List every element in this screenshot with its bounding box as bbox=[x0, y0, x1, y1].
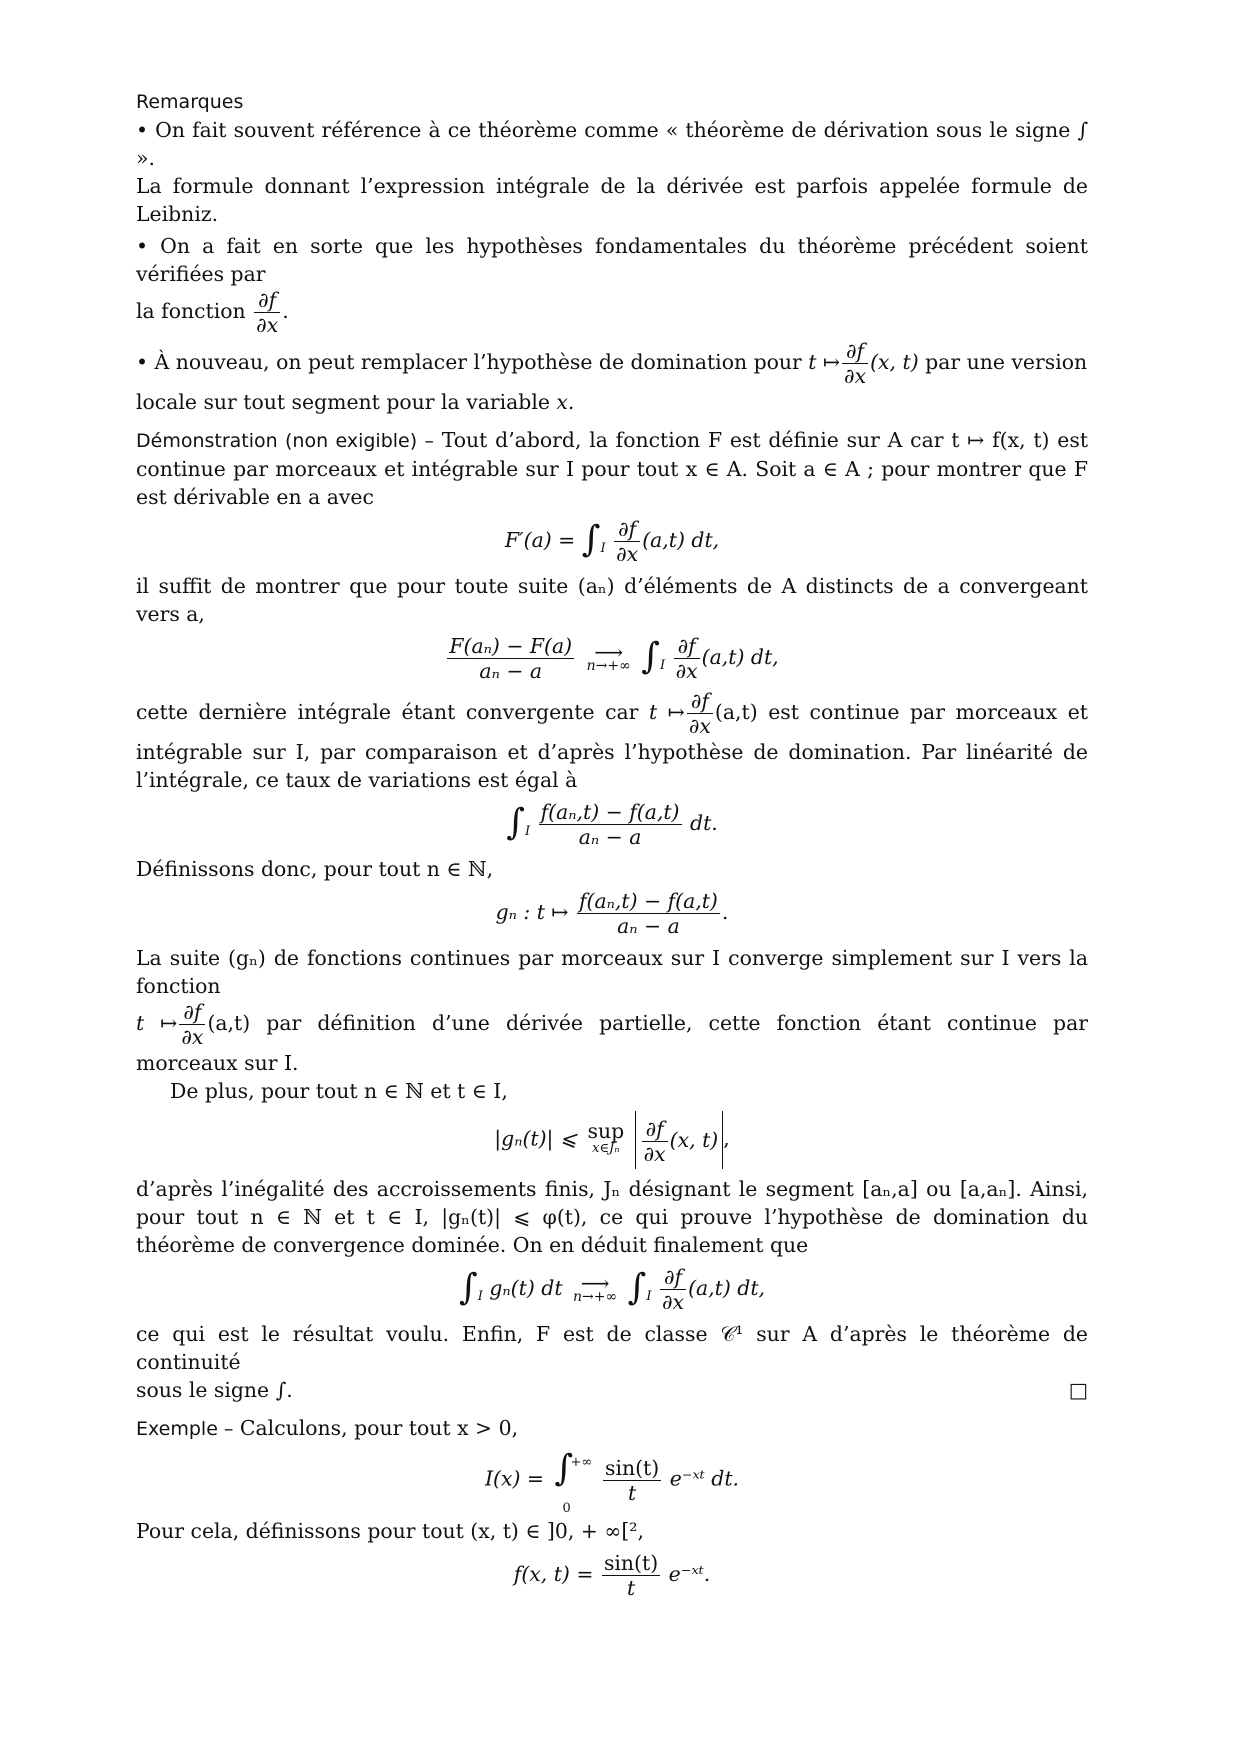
limit-subscript: n→+∞ bbox=[586, 657, 631, 674]
lower-limit: 0 bbox=[562, 1501, 571, 1516]
df-dx-fraction bbox=[179, 1000, 205, 1049]
eq6-rhs: (a,t) dt, bbox=[688, 1276, 766, 1300]
demo-label: Démonstration (non exigible) – bbox=[136, 430, 434, 452]
exemple-text-1: Calculons, pour tout x > 0, bbox=[239, 1416, 519, 1440]
eq1-lhs: F′(a) = bbox=[504, 528, 576, 552]
frac-num: F(aₙ) − F(a) bbox=[449, 634, 573, 658]
remark-1-line-1: • On fait souvent référence à ce théorème comme « théorème de dérivation sous le signe ∫ ». bbox=[136, 118, 1088, 170]
equation-4 bbox=[136, 889, 1088, 938]
remark-3-line-1 bbox=[136, 339, 1088, 388]
upper-limit: +∞ bbox=[570, 1455, 593, 1470]
demo-paragraph-8-line-2 bbox=[136, 1376, 1088, 1404]
page bbox=[136, 88, 1088, 1606]
exemple-equation-2 bbox=[136, 1551, 1088, 1600]
demo-text-3b: (a,t) est continue par morceaux et intégrable sur I, par comparaison et d’après l’hypothèse de domination. Par linéarité de l’intégrale, ce taux de variations est égal à bbox=[136, 700, 1088, 792]
remark-3-text-b: par une version bbox=[925, 350, 1088, 374]
integral-sign: ∫ bbox=[627, 1266, 647, 1308]
remark-1-line-2: La formule donnant l’expression intégrale de la dérivée est parfois appelée formule de Leibniz. bbox=[136, 174, 1088, 226]
sup-subscript: x∈Jₙ bbox=[592, 1141, 620, 1156]
frac-den: aₙ − a bbox=[578, 825, 642, 849]
rate-fraction bbox=[577, 889, 720, 938]
frac-num: ∂f bbox=[614, 517, 640, 542]
integral-domain: I bbox=[600, 541, 606, 556]
df-dx-fraction bbox=[660, 1265, 686, 1314]
demo-paragraph-6: De plus, pour tout n ∈ ℕ et t ∈ I, bbox=[170, 1079, 508, 1103]
eq4-lhs: gₙ : t ↦ bbox=[495, 900, 569, 924]
remark-2-line-2 bbox=[136, 288, 1088, 337]
frac-den: ∂x bbox=[662, 1290, 685, 1314]
equation-5: |gₙ(t)| ⩽ sup x∈Jₙ $\frac{\partial f}{\partial x}$ (x, t) , bbox=[136, 1111, 1088, 1169]
integral-domain: I bbox=[525, 824, 531, 839]
demo-paragraph-1 bbox=[136, 426, 1088, 511]
df-dx-fraction bbox=[254, 288, 280, 337]
integral-domain: I bbox=[646, 1289, 652, 1304]
eq1-rhs: (a,t) dt, bbox=[642, 528, 720, 552]
exemple-eq1-tail: e⁻ˣᵗ dt. bbox=[669, 1466, 740, 1491]
exemple-eq2-lhs: f(x, t) = bbox=[513, 1562, 594, 1586]
frac-den: ∂x bbox=[643, 1142, 666, 1166]
tmap: t ↦ bbox=[649, 700, 685, 724]
arrow: ⟶ bbox=[580, 1270, 610, 1295]
demo-paragraph-7: d’après l’inégalité des accroissements finis, Jₙ désignant le segment [aₙ,a] ou [a,aₙ]. Ainsi, pour tout n ∈ ℕ et t ∈ I, |gₙ(t)| ⩽ φ(t), ce qui prouve l’hypothèse de domination du théorème de convergence dominée. On en déduit finalement que bbox=[136, 1177, 1088, 1257]
period: . bbox=[721, 900, 729, 924]
rate-fraction bbox=[539, 800, 682, 849]
integral-domain: I bbox=[660, 658, 666, 673]
df-dx-fraction bbox=[687, 689, 713, 738]
eq5-lhs: |gₙ(t)| ⩽ bbox=[494, 1126, 577, 1151]
exemple-paragraph-2: Pour cela, définissons pour tout (x, t) ∈ ]0, + ∞[², bbox=[136, 1519, 644, 1543]
frac-num: ∂f bbox=[254, 288, 280, 313]
frac-den: ∂x bbox=[616, 542, 639, 566]
difference-quotient bbox=[447, 634, 574, 683]
exemple-label: Exemple – bbox=[136, 1418, 234, 1440]
frac-den: ∂x bbox=[844, 364, 867, 388]
demo-text-5b: (a,t) par définition d’une dérivée partielle, cette fonction étant continue par morceaux sur I. bbox=[136, 1011, 1088, 1075]
frac-num: f(aₙ,t) − f(a,t) bbox=[579, 889, 718, 913]
xt-args: (x, t) bbox=[870, 350, 919, 374]
eq5-in: (x, t) bbox=[669, 1128, 719, 1152]
qed-square-icon: □ bbox=[1068, 1378, 1088, 1402]
remark-3-text-c: locale sur tout segment pour la variable bbox=[136, 390, 550, 414]
demo-paragraph-3 bbox=[136, 689, 1088, 794]
sinc-fraction bbox=[603, 1456, 661, 1505]
frac-num: sin(t) bbox=[604, 1455, 660, 1480]
df-dx-fraction bbox=[614, 517, 640, 566]
frac-num: ∂f bbox=[179, 1000, 205, 1025]
equation-3 bbox=[136, 800, 1088, 849]
integral-sign: ∫ bbox=[554, 1448, 574, 1489]
limit-arrow bbox=[573, 1270, 618, 1305]
remark-2-line-1: • On a fait en sorte que les hypothèses fondamentales du théorème précédent soient vérifiées par bbox=[136, 234, 1088, 286]
df-dx-fraction bbox=[674, 634, 700, 683]
exemple-eq2-tail: e⁻ˣᵗ. bbox=[668, 1562, 711, 1586]
remark-3-line-2 bbox=[136, 388, 1088, 416]
remarques-heading: Remarques bbox=[136, 91, 244, 113]
frac-den: t bbox=[626, 1576, 636, 1600]
integral-domain: I bbox=[477, 1289, 483, 1304]
period: . bbox=[282, 299, 289, 323]
frac-num: ∂f bbox=[842, 339, 868, 364]
remark-3-text-a: • À nouveau, on peut remplacer l’hypothèse de domination pour bbox=[136, 350, 802, 374]
remark-3-var: x. bbox=[556, 390, 575, 414]
demo-text-3a: cette dernière intégrale étant convergente car bbox=[136, 700, 639, 724]
exemple-paragraph-1 bbox=[136, 1414, 1088, 1443]
demo-paragraph-8-line-1: ce qui est le résultat voulu. Enfin, F est de classe 𝒞¹ sur A d’après le théorème de continuité bbox=[136, 1322, 1088, 1374]
integral-with-limits bbox=[551, 1448, 595, 1516]
integral-sign: ∫ bbox=[641, 635, 660, 677]
frac-den: ∂x bbox=[675, 659, 698, 683]
demo-text-1: Tout d’abord, la fonction F est définie sur A car t ↦ f(x, t) est continue par morceaux et intégrable sur I pour tout x ∈ A. Soit a ∈ A ; pour montrer que F est dérivable en a avec bbox=[136, 428, 1089, 509]
arrow: ⟶ bbox=[594, 639, 624, 664]
frac-den: ∂x bbox=[181, 1025, 204, 1049]
equation-1 bbox=[136, 517, 1088, 566]
tmap: t ↦ bbox=[136, 1011, 178, 1035]
df-dx-fraction bbox=[842, 339, 868, 388]
eq3-tail: dt. bbox=[690, 811, 718, 835]
sup-operator bbox=[587, 1119, 625, 1158]
demo-paragraph-5-line-2 bbox=[136, 1000, 1088, 1077]
frac-num: f(aₙ,t) − f(a,t) bbox=[540, 800, 680, 824]
frac-num: sin(t) bbox=[603, 1551, 659, 1575]
demo-paragraph-5-line-1: La suite (gₙ) de fonctions continues par morceaux sur I converge simplement sur I vers la fonction bbox=[136, 946, 1088, 998]
integral-sign: ∫ bbox=[458, 1266, 478, 1308]
frac-num: ∂f bbox=[687, 689, 713, 714]
eq2-rhs: (a,t) dt, bbox=[701, 645, 779, 669]
limit-arrow bbox=[586, 639, 631, 674]
sinc-fraction bbox=[602, 1551, 660, 1600]
sup-word: sup bbox=[587, 1119, 625, 1143]
tmap: t ↦ bbox=[808, 350, 841, 374]
equation-2 bbox=[136, 634, 1088, 683]
equation-6 bbox=[136, 1265, 1088, 1314]
frac-den: aₙ − a bbox=[617, 914, 680, 938]
frac-den: ∂x bbox=[688, 714, 711, 738]
demo-paragraph-2: il suffit de montrer que pour toute suite (aₙ) d’éléments de A distincts de a convergeant vers a, bbox=[136, 574, 1088, 626]
frac-den: ∂x bbox=[256, 313, 279, 337]
integral-sign: ∫ bbox=[581, 518, 601, 560]
frac-num: ∂f bbox=[642, 1117, 668, 1142]
frac-num: ∂f bbox=[674, 634, 700, 659]
frac-den: aₙ − a bbox=[479, 659, 543, 683]
exemple-equation-1 bbox=[136, 1448, 1088, 1516]
remark-2-text: la fonction bbox=[136, 299, 246, 323]
eq6-lhs: gₙ(t) dt bbox=[489, 1276, 563, 1300]
integral-sign: ∫ bbox=[506, 801, 525, 843]
demo-paragraph-4: Définissons donc, pour tout n ∈ ℕ, bbox=[136, 857, 494, 881]
limit-subscript: n→+∞ bbox=[573, 1288, 618, 1305]
exemple-eq1-lhs: I(x) = bbox=[484, 1466, 545, 1491]
frac-num: ∂f bbox=[660, 1265, 686, 1290]
absolute-value bbox=[635, 1111, 724, 1169]
demo-text-8b: sous le signe ∫. bbox=[136, 1378, 293, 1402]
df-dx-fraction bbox=[642, 1117, 668, 1166]
frac-den: t bbox=[628, 1480, 637, 1505]
